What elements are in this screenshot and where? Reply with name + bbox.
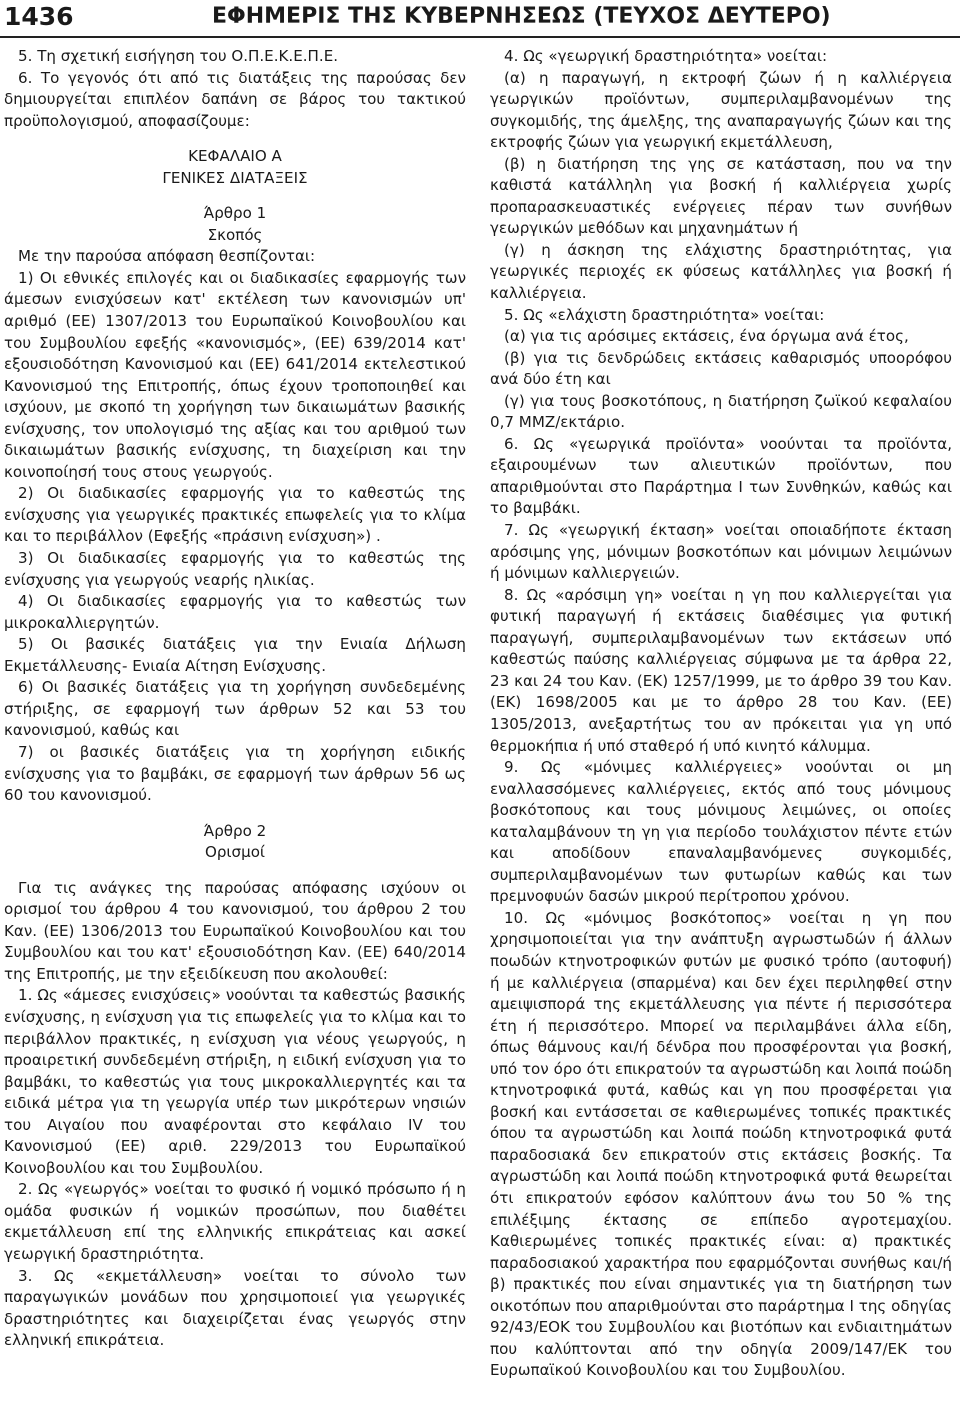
definition-4-intro: 4. Ως «γεωργική δραστηριότητα» νοείται: xyxy=(504,47,828,65)
recital-6: 6. Το γεγονός ότι από τις διατάξεις της παρούσας δεν δημιουργείται επιπλέον δαπάνη σε βάρος του τακτικού προϋπολογισμού, αποφασίζουμε: xyxy=(4,68,466,130)
definition-5-b: (β) για τις δενδρώδεις εκτάσεις καθαρισμός υποορόφου ανά δύο έτη και xyxy=(490,348,952,389)
spacer xyxy=(4,132,466,146)
article-1-paragraph-5: 5) Οι βασικές διατάξεις για την Ενιαία Δήλωση Εκμετάλλευσης- Ενιαία Αίτηση Ενίσχυσης. xyxy=(4,635,466,675)
article-1-title: Άρθρο 1 xyxy=(203,204,267,223)
article-2-intro: Για τις ανάγκες της παρούσας απόφασης ισχύουν οι ορισμοί του άρθρου 4 του κανονισμού, του άρθρου 2 του Καν. (ΕΕ) 1306/2013 του Ευρωπαϊκού Κοινοβουλίου και του Συμβουλίου και του κατ' εξουσιοδότηση Καν. (ΕΕ) 640/2014 της Επιτροπής, με την εξειδίκευση που ακολουθεί: xyxy=(4,878,466,983)
recital-5: 5. Τη σχετική εισήγηση του Ο.Π.Ε.Κ.Ε.Π.Ε. xyxy=(18,47,339,65)
article-1-paragraph-3: 3) Οι διαδικασίες εφαρμογής για το καθεστώς της ενίσχυσης για γεωργούς νεαρής ηλικίας. xyxy=(4,549,466,589)
definition-3: 3. Ως «εκμετάλλευση» νοείται το σύνολο των παραγωγικών μονάδων που χρησιμοποιεί για γεωργικές δραστηριότητες και διαχειρίζεται ένας γεωργός στην ελληνική επικράτεια. xyxy=(4,1266,466,1350)
article-1-paragraph-2: 2) Οι διαδικασίες εφαρμογής για το καθεστώς της ενίσχυσης για γεωργικές πρακτικές επωφελείς για το κλίμα και το περιβάλλον (Εφεξής «πράσινη ενίσχυση») . xyxy=(4,484,466,546)
article-1-intro: Με την παρούσα απόφαση θεσπίζονται: xyxy=(18,247,316,266)
article-1-paragraph-7: 7) οι βασικές διατάξεις για τη χορήγηση ειδικής ενίσχυσης για το βαμβάκι, σε εφαρμογή των άρθρων 56 ως 60 του κανονισμού. xyxy=(4,742,466,805)
definition-9: 9. Ως «μόνιμες καλλιέργειες» νοούνται οι μη εναλλασσόμενες καλλιέργειες, εκτός από τους μόνιμους βοσκότοπους και τους μόνιμους λειμώνες, οι οποίες καταλαμβάνουν τη γη για περίοδο τουλάχιστον πέντε ετών και αποδίδουν επαναλαμβανόμενες συγκομιδές, συμπεριλαμβανομένων των φυτωρίων καθώς και των πρεμνοφυών δασών μικρού περίτροπου χρόνου. xyxy=(490,758,952,906)
definition-10: 10. Ως «μόνιμος βοσκότοπος» νοείται η γη που χρησιμοποιείται για την ανάπτυξη αγρωστωδών ή άλλων ποωδών κτηνοτροφικών φυτών με φυσικό τρόπο (αυτοφυή) ή με καλλιέργεια (σπαρμένα) και δεν έχει περιληφθεί στην αμειψισπορά της εκμετάλλευσης για πέντε ή περισσότερα έτη ή περισσότερο. Μπορεί να περιλαμβάνει άλλα είδη, όπως θάμνους και/ή δένδρα που προσφέρονται για βοσκή, υπό τον όρο ότι επικρατούν τα αγρωστώδη και λοιπά ποώδη κτηνοτροφικά φυτά, καθώς και γη που προσφέρεται για βοσκή και εντάσσεται σε καθιερωμένες τοπικές πρακτικές όπου τα αγρωστώδη και λοιπά ποώδη κτηνοτροφικά φυτά παραδοσιακά δεν επικρατούν στις εκτάσεις βοσκής. Τα αγρωστώδη και λοιπά ποώδη κτηνοτροφικά φυτά θεωρείται ότι επικρατούν εφόσον καλύπτουν άνω του 50 % της επιλέξιμης έκτασης σε επίπεδο αγροτεμαχίου. Καθιερωμένες τοπικές πρακτικές είναι: α) πρακτικές παραδοσιακού χαρακτήρα που εφαρμόζονται συνήθως και/ή β) πρακτικές που είναι σημαντικές για τη διατήρηση των οικοτόπων που απαριθμούνται στο παράρτημα Ι της οδηγίας 92/43/ΕΟΚ του Συμβουλίου και βιοτόπων και ενδιαιτημάτων που καλύπτονται από την οδηγία 2009/147/ΕΚ του Ευρωπαϊκού Κοινοβουλίου και του Συμβουλίου. xyxy=(490,908,952,1380)
definition-5-intro: 5. Ως «ελάχιστη δραστηριότητα» νοείται: xyxy=(504,305,825,324)
definition-5-c: (γ) για τους βοσκοτόπους, η διατήρηση ζωϊκού κεφαλαίου 0,7 ΜΜΖ/εκτάριο. xyxy=(490,391,952,432)
spacer xyxy=(4,807,466,821)
spacer xyxy=(4,864,466,878)
article-1-paragraph-4: 4) Οι διαδικασίες εφαρμογής για το καθεστώς των μικροκαλλιεργητών. xyxy=(4,592,466,632)
definition-4-b: (β) η διατήρηση της γης σε κατάσταση, που να την καθιστά κατάλληλη για βοσκή ή καλλιέργεια χωρίς προπαρασκευαστικές ενέργειες πέραν των συνήθων γεωργικών μεθόδων και μηχανημάτων ή xyxy=(490,154,952,238)
left-column xyxy=(4,46,466,1352)
article-1-paragraph-6: 6) Οι βασικές διατάξεις για τη χορήγηση συνδεδεμένης στήριξης, σε εφαρμογή των άρθρων 52 και 53 του κανονισμού, καθώς και xyxy=(4,678,466,740)
gazette-title: ΕΦΗΜΕΡΙΣ ΤΗΣ ΚΥΒΕΡΝΗΣΕΩΣ (ΤΕΥΧΟΣ ΔΕΥΤΕΡΟ) xyxy=(212,4,831,29)
definition-1: 1. Ως «άμεσες ενισχύσεις» νοούνται τα καθεστώς βασικής ενίσχυσης, η ενίσχυση για τις επωφελείς για το κλίμα και το περιβάλλον πρακτικές, η ενίσχυση για νέους γεωργούς, η προαιρετική συνδεδεμένη στήριξη, η ειδική ενίσχυση για το βαμβάκι, το καθεστώς για τους μικροκαλλιεργητές και τα ειδικά μέτρα για τη γεωργία υπέρ των μικρότερων νησιών του Αιγαίου που αναφέρονται στο κεφάλαιο IV του Κανονισμού (ΕΕ) αριθ. 229/2013 του Ευρωπαϊκού Κοινοβουλίου και του Συμβουλίου. xyxy=(4,986,466,1177)
chapter-title: ΚΕΦΑΛΑΙΟ Α xyxy=(188,147,282,166)
definition-2: 2. Ως «γεωργός» νοείται το φυσικό ή νομικό πρόσωπο ή η ομάδα φυσικών ή νομικών προσώπων, που διαθέτει εκμετάλλευση επί της ελληνικής επικράτειας και ασκεί γεωργική δραστηριότητα. xyxy=(4,1180,466,1263)
article-2-title: Άρθρο 2 xyxy=(203,821,267,840)
definition-5-a: (α) για τις αρόσιμες εκτάσεις, ένα όργωμα ανά έτος, xyxy=(504,327,909,346)
definition-8: 8. Ως «αρόσιμη γη» νοείται η γη που καλλιεργείται για φυτική παραγωγή ή εκτάσεις διαθέσιμες για φυτική παραγωγή, συμπεριλαμβανομένων των εκτάσεων υπό καθεστώς παύσης καλλιέργειας σύμφωνα με τα άρθρα 22, 23 και 24 του Καν. (ΕΚ) 1257/1999, με το άρθρο 39 του Καν. (ΕΚ) 1698/2005 και με το άρθρο 28 του Καν. (ΕΕ) 1305/2013, ανεξαρτήτως του αν πρόκειται για γη υπό θερμοκήπια ή υπό σταθερό ή υπό κινητό κάλυμμα. xyxy=(490,585,952,755)
definition-7: 7. Ως «γεωργική έκταση» νοείται οποιαδήποτε έκταση αρόσιμης γης, μόνιμων βοσκοτόπων και μόνιμων λειμώνων ή μόνιμων καλλιεργειών. xyxy=(490,521,952,583)
article-2-subtitle: Ορισμοί xyxy=(204,843,266,862)
definition-4-c: (γ) η άσκηση της ελάχιστης δραστηριότητας, για γεωργικές περιοχές εκ φύσεως κατάλληλες για βοσκή ή καλλιέργεια. xyxy=(490,240,952,303)
definition-4-a: (α) η παραγωγή, η εκτροφή ζώων ή η καλλιέργεια γεωργικών προϊόντων, συμπεριλαμβανομένων της συγκομιδής, της άμελξης, της αναπαραγωγής ζώων και της εκτροφής ζώων για γεωργική εκμετάλλευση, xyxy=(490,68,952,152)
page-number: 1436 xyxy=(4,2,74,31)
article-1-subtitle: Σκοπός xyxy=(207,225,263,244)
header-rule xyxy=(0,36,960,38)
right-column xyxy=(490,46,952,1382)
definition-6: 6. Ως «γεωργικά προϊόντα» νοούνται τα προϊόντα, εξαιρουμένων των αλιευτικών προϊόντων, που απαριθμούνται στο Παράρτημα Ι των Συνθηκών, καθώς και το βαμβάκι. xyxy=(490,434,952,518)
spacer xyxy=(4,189,466,203)
page-header xyxy=(0,0,960,40)
chapter-subtitle: ΓΕΝΙΚΕΣ ΔΙΑΤΑΞΕΙΣ xyxy=(162,168,308,187)
article-1-paragraph-1: 1) Οι εθνικές επιλογές και οι διαδικασίες εφαρμογής των άμεσων ενισχύσεων κατ' εκτέλεση των κανονισμών υπ' αριθμό (ΕΕ) 1307/2013 του Ευρωπαϊκού Κοινοβουλίου και του Συμβουλίου εφεξής «κανονισμός», (ΕΕ) 639/2014 κατ' εξουσιοδότηση Κανονισμού και (ΕΕ) 641/2014 εκτελεστικού Κανονισμού της Επιτροπής, όπως έχουν τροποποιηθεί και ισχύουν, με σκοπό τη χορήγηση των δικαιωμάτων βασικής ενίσχυσης, τον υπολογισμό της αξίας και του αριθμού των δικαιωμάτων βασικής ενίσχυσης, τη διαχείριση και την κοινοποίησή τους στους γεωργούς. xyxy=(4,268,466,481)
